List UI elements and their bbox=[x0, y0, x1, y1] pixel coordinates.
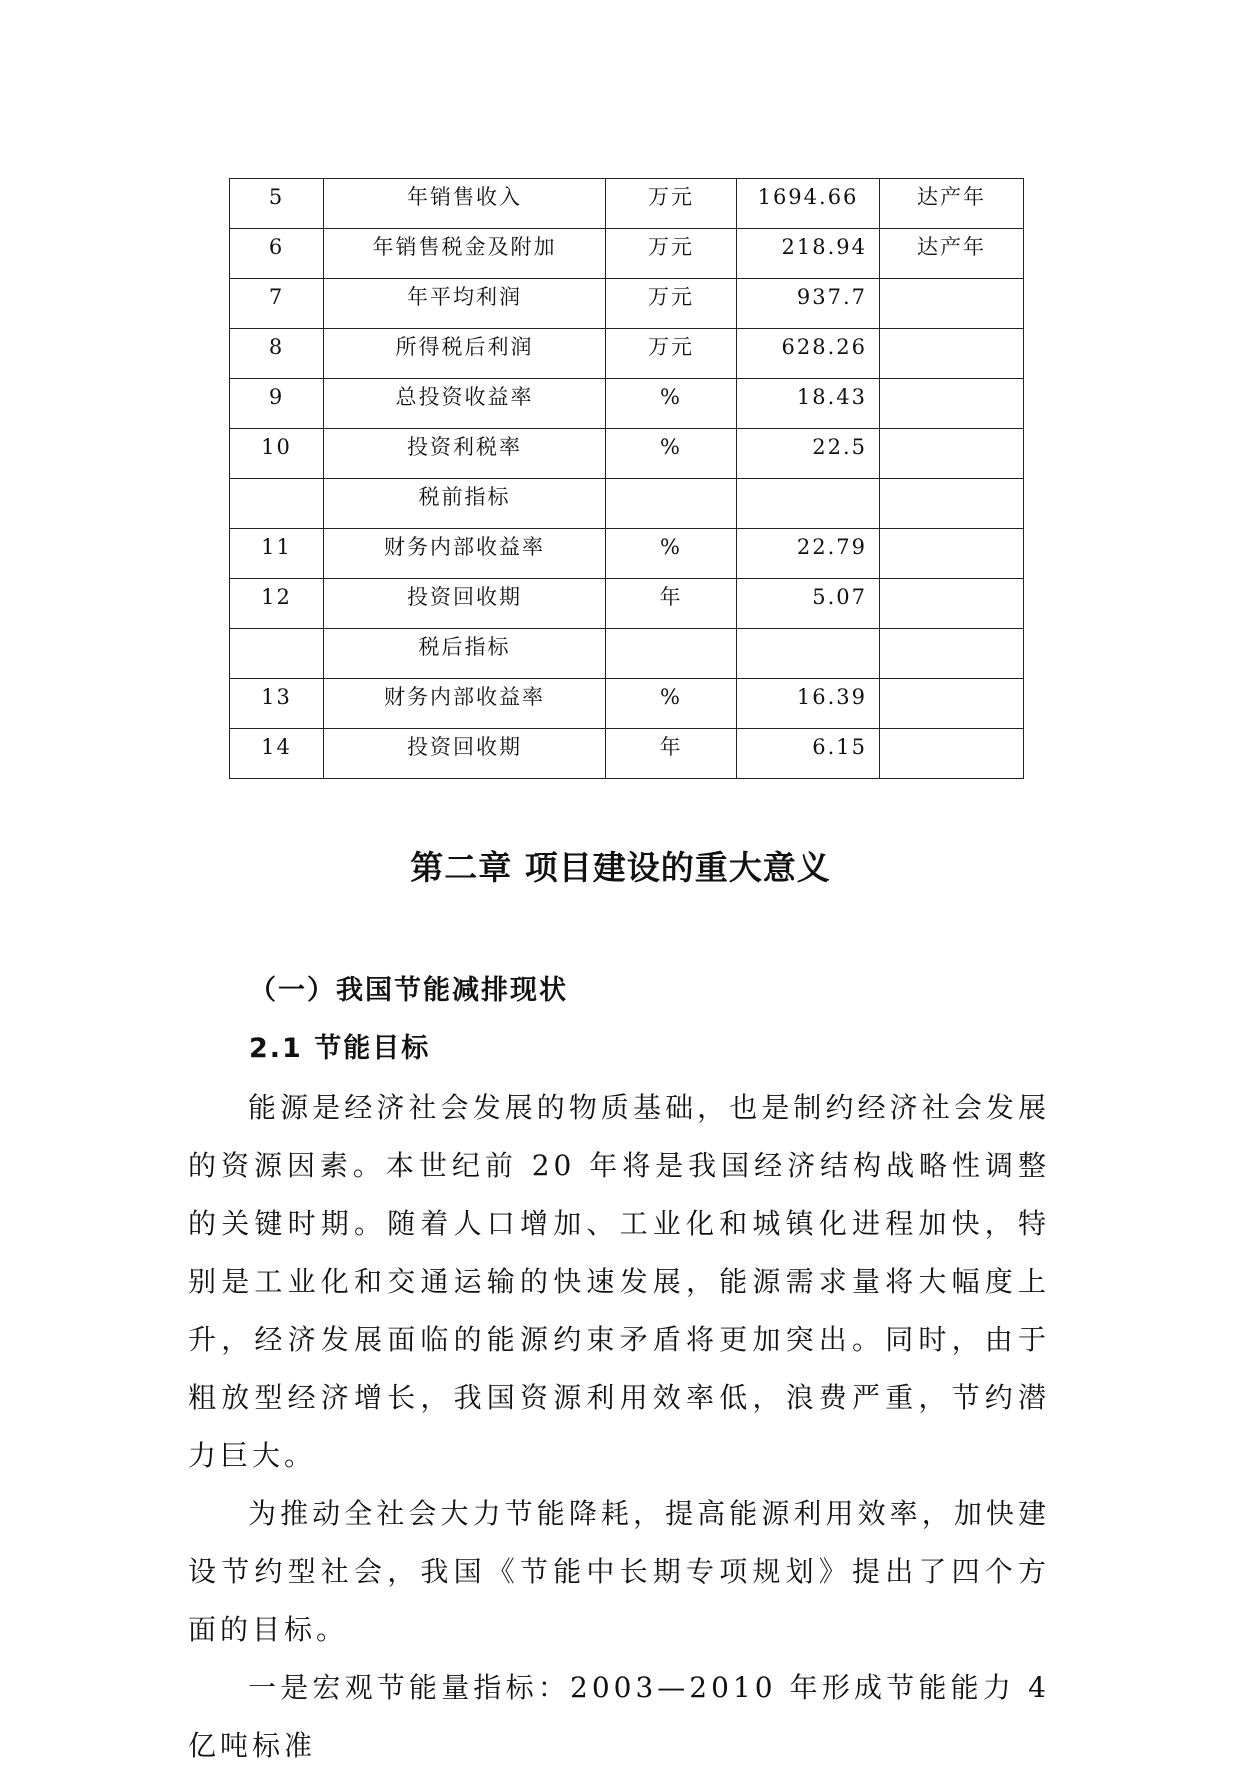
indicator-unit: 万元 bbox=[606, 329, 737, 379]
indicator-name: 年销售税金及附加 bbox=[324, 229, 606, 279]
row-number bbox=[230, 629, 324, 679]
indicator-note bbox=[880, 279, 1024, 329]
indicator-value: 18.43 bbox=[737, 379, 880, 429]
row-number: 10 bbox=[230, 429, 324, 479]
indicator-note bbox=[880, 629, 1024, 679]
paragraph: 为推动全社会大力节能降耗，提高能源利用效率，加快建设节约型社会，我国《节能中长期专项规划》提出了四个方面的目标。 bbox=[188, 1497, 1050, 1646]
indicator-value: 5.07 bbox=[737, 579, 880, 629]
row-number: 6 bbox=[230, 229, 324, 279]
table-row bbox=[230, 679, 1024, 729]
indicator-note bbox=[880, 579, 1024, 629]
table-row bbox=[230, 329, 1024, 379]
indicator-note bbox=[880, 679, 1024, 729]
table-row bbox=[230, 629, 1024, 679]
row-number: 9 bbox=[230, 379, 324, 429]
indicator-value: 22.5 bbox=[737, 429, 880, 479]
indicator-value: 22.79 bbox=[737, 529, 880, 579]
indicator-note bbox=[880, 379, 1024, 429]
body-text bbox=[188, 1079, 1050, 1775]
row-number: 8 bbox=[230, 329, 324, 379]
table-row bbox=[230, 379, 1024, 429]
indicator-name: 所得税后利润 bbox=[324, 329, 606, 379]
indicator-unit bbox=[606, 629, 737, 679]
indicator-unit: 万元 bbox=[606, 279, 737, 329]
indicator-note bbox=[880, 729, 1024, 779]
indicator-name: 税前指标 bbox=[324, 479, 606, 529]
indicator-note: 达产年 bbox=[880, 179, 1024, 229]
indicator-name: 投资回收期 bbox=[324, 729, 606, 779]
row-number: 7 bbox=[230, 279, 324, 329]
indicator-value: 628.26 bbox=[737, 329, 880, 379]
table-row bbox=[230, 529, 1024, 579]
paragraph: 能源是经济社会发展的物质基础，也是制约经济社会发展的资源因素。本世纪前 20 年将是我国经济结构战略性调整的关键时期。随着人口增加、工业化和城镇化进程加快，特别是工业化和交通运输的快速发展，能源需求量将大幅度上升，经济发展面临的能源约束矛盾将更加突出。同时，由于粗放型经济增长，我国资源利用效率低，浪费严重，节约潜力巨大。 bbox=[188, 1091, 1050, 1472]
indicator-name: 财务内部收益率 bbox=[324, 679, 606, 729]
paragraph: 一是宏观节能量指标：2003—2010 年形成节能能力 4 亿吨标准 bbox=[188, 1671, 1050, 1762]
table-row bbox=[230, 479, 1024, 529]
row-number: 13 bbox=[230, 679, 324, 729]
indicator-note: 达产年 bbox=[880, 229, 1024, 279]
indicator-value: 16.39 bbox=[737, 679, 880, 729]
indicator-unit: 万元 bbox=[606, 229, 737, 279]
row-number: 14 bbox=[230, 729, 324, 779]
indicator-name: 财务内部收益率 bbox=[324, 529, 606, 579]
row-number bbox=[230, 479, 324, 529]
indicator-name: 年平均利润 bbox=[324, 279, 606, 329]
indicator-name: 年销售收入 bbox=[324, 179, 606, 229]
indicator-value: 6.15 bbox=[737, 729, 880, 779]
table-row bbox=[230, 279, 1024, 329]
indicator-note bbox=[880, 529, 1024, 579]
indicator-unit bbox=[606, 479, 737, 529]
indicator-value: 218.94 bbox=[737, 229, 880, 279]
row-number: 12 bbox=[230, 579, 324, 629]
indicator-name: 税后指标 bbox=[324, 629, 606, 679]
indicator-unit: % bbox=[606, 679, 737, 729]
indicator-unit: % bbox=[606, 529, 737, 579]
table-row bbox=[230, 179, 1024, 229]
row-number: 11 bbox=[230, 529, 324, 579]
subsection-title: 2.1 节能目标 bbox=[249, 1033, 431, 1064]
table-row bbox=[230, 579, 1024, 629]
table-body bbox=[230, 179, 1024, 779]
table-row bbox=[230, 229, 1024, 279]
indicator-note bbox=[880, 429, 1024, 479]
economic-indicators-table bbox=[229, 178, 1024, 779]
indicator-value bbox=[737, 479, 880, 529]
indicator-unit: 万元 bbox=[606, 179, 737, 229]
indicator-value bbox=[737, 629, 880, 679]
indicator-unit: % bbox=[606, 379, 737, 429]
indicator-name: 总投资收益率 bbox=[324, 379, 606, 429]
section-title: （一）我国节能减排现状 bbox=[249, 975, 568, 1006]
indicator-note bbox=[880, 479, 1024, 529]
chapter-title: 第二章 项目建设的重大意义 bbox=[410, 848, 831, 887]
indicator-value: 937.7 bbox=[737, 279, 880, 329]
indicator-name: 投资利税率 bbox=[324, 429, 606, 479]
row-number: 5 bbox=[230, 179, 324, 229]
indicator-unit: 年 bbox=[606, 729, 737, 779]
indicator-value: 1694.66 bbox=[737, 179, 880, 229]
indicator-note bbox=[880, 329, 1024, 379]
table-row bbox=[230, 729, 1024, 779]
indicator-name: 投资回收期 bbox=[324, 579, 606, 629]
indicator-unit: 年 bbox=[606, 579, 737, 629]
indicator-unit: % bbox=[606, 429, 737, 479]
table-row bbox=[230, 429, 1024, 479]
